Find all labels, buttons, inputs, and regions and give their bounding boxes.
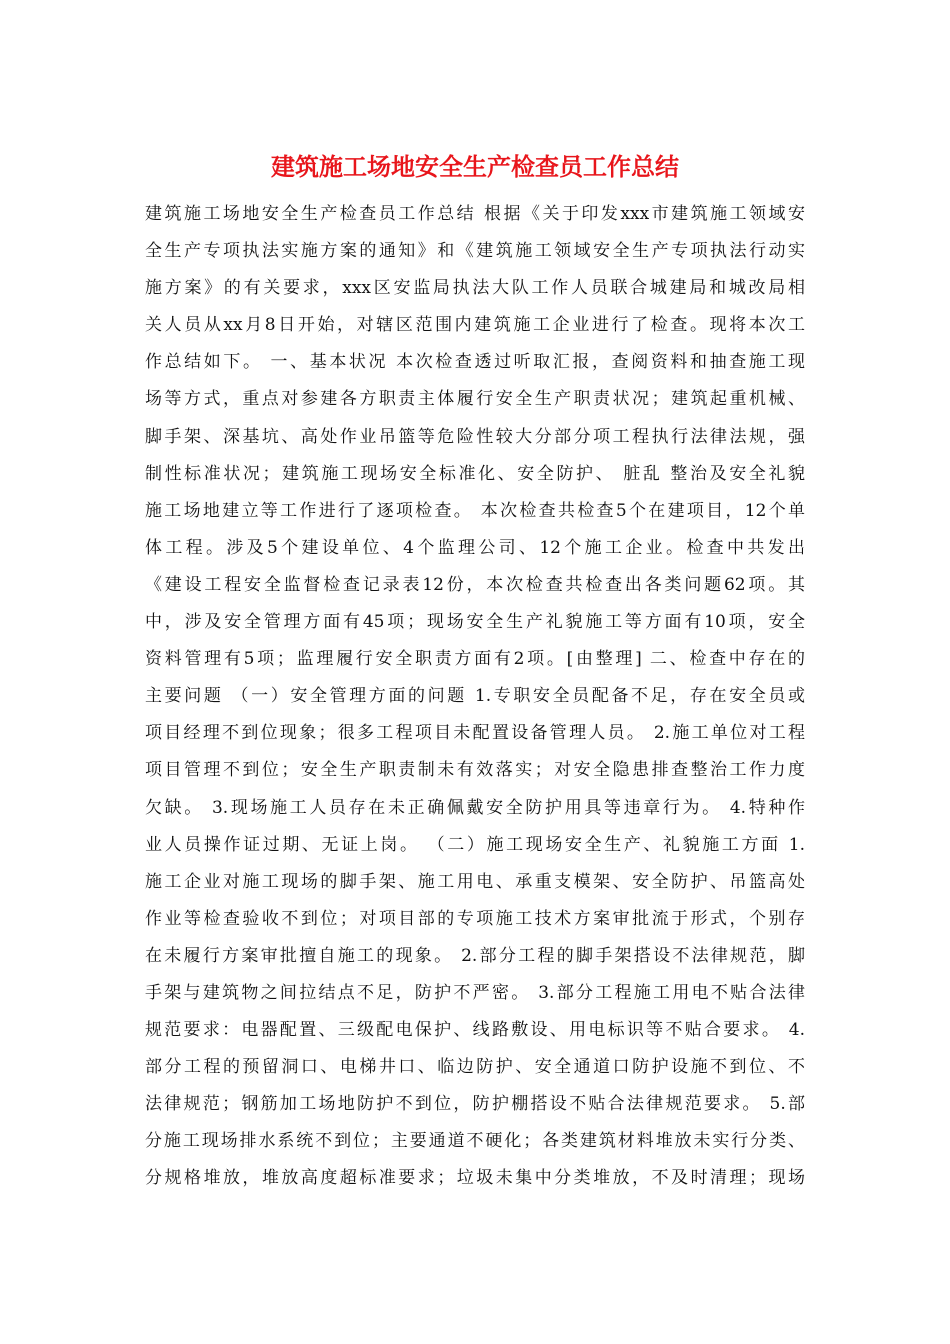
body-line: 法律规范；钢筋加工场地防护不到位，防护棚搭设不贴合法律规范要求。 5.部 [145, 1094, 805, 1115]
body-line: 在未履行方案审批擅自施工的现象。 2.部分工程的脚手架搭设不法律规范，脚 [145, 945, 805, 966]
body-line: 中，涉及安全管理方面有45项；现场安全生产礼貌施工等方面有10项，安全 [145, 612, 805, 633]
body-line: 手架与建筑物之间拉结点不足，防护不严密。 3.部分工程施工用电不贴合法律 [145, 982, 805, 1003]
document-body [145, 196, 805, 1198]
body-line: 体工程。涉及5个建设单位、4个监理公司、12个施工企业。检查中共发出 [145, 537, 805, 558]
body-line: 规范要求：电器配置、三级配电保护、线路敷设、用电标识等不贴合要求。 4. [145, 1020, 805, 1041]
body-line: 脚手架、深基坑、高处作业吊篮等危险性较大分部分项工程执行法律法规，强 [145, 426, 805, 447]
body-line: 主要问题 （一）安全管理方面的问题 1.专职安全员配备不足，存在安全员或 [145, 686, 805, 707]
body-line: 制性标准状况；建筑施工现场安全标准化、安全防护、 脏乱 整治及安全礼貌 [145, 463, 805, 484]
body-line: 全生产专项执法实施方案的通知》和《建筑施工领域安全生产专项执法行动实 [145, 241, 805, 262]
body-line: 《建设工程安全监督检查记录表12份，本次检查共检查出各类问题62项。其 [145, 574, 805, 595]
body-line: 分规格堆放，堆放高度超标准要求；垃圾未集中分类堆放，不及时清理；现场 [145, 1168, 805, 1189]
body-line: 场等方式，重点对参建各方职责主体履行安全生产职责状况；建筑起重机械、 [145, 389, 805, 410]
body-line: 业人员操作证过期、无证上岗。 （二）施工现场安全生产、礼貌施工方面 1. [145, 834, 805, 855]
body-line: 欠缺。 3.现场施工人员存在未正确佩戴安全防护用具等违章行为。 4.特种作 [145, 797, 805, 818]
body-line: 建筑施工场地安全生产检查员工作总结 根据《关于印发xxx市建筑施工领域安 [145, 204, 805, 224]
body-line: 施工场地建立等工作进行了逐项检查。 本次检查共检查5个在建项目，12个单 [145, 500, 805, 521]
body-line: 部分工程的预留洞口、电梯井口、临边防护、安全通道口防护设施不到位、不 [145, 1057, 805, 1078]
body-line: 资料管理有5项；监理履行安全职责方面有2项。[由整理] 二、检查中存在的 [145, 649, 805, 670]
body-line: 分施工现场排水系统不到位；主要通道不硬化；各类建筑材料堆放未实行分类、 [145, 1131, 805, 1152]
body-line: 施工企业对施工现场的脚手架、施工用电、承重支模架、安全防护、吊篮高处 [145, 871, 805, 892]
body-line: 项目经理不到位现象；很多工程项目未配置设备管理人员。 2.施工单位对工程 [145, 723, 805, 744]
body-line: 关人员从xx月8日开始，对辖区范围内建筑施工企业进行了检查。现将本次工 [145, 315, 805, 336]
body-line: 施方案》的有关要求，xxx区安监局执法大队工作人员联合城建局和城改局相 [145, 278, 805, 299]
body-line: 项目管理不到位；安全生产职责制未有效落实；对安全隐患排查整治工作力度 [145, 760, 805, 781]
body-line: 作总结如下。 一、基本状况 本次检查透过听取汇报，查阅资料和抽查施工现 [145, 352, 805, 373]
document-title: 建筑施工场地安全生产检查员工作总结 [271, 152, 679, 181]
body-line: 作业等检查验收不到位；对项目部的专项施工技术方案审批流于形式，个别存 [145, 908, 805, 929]
